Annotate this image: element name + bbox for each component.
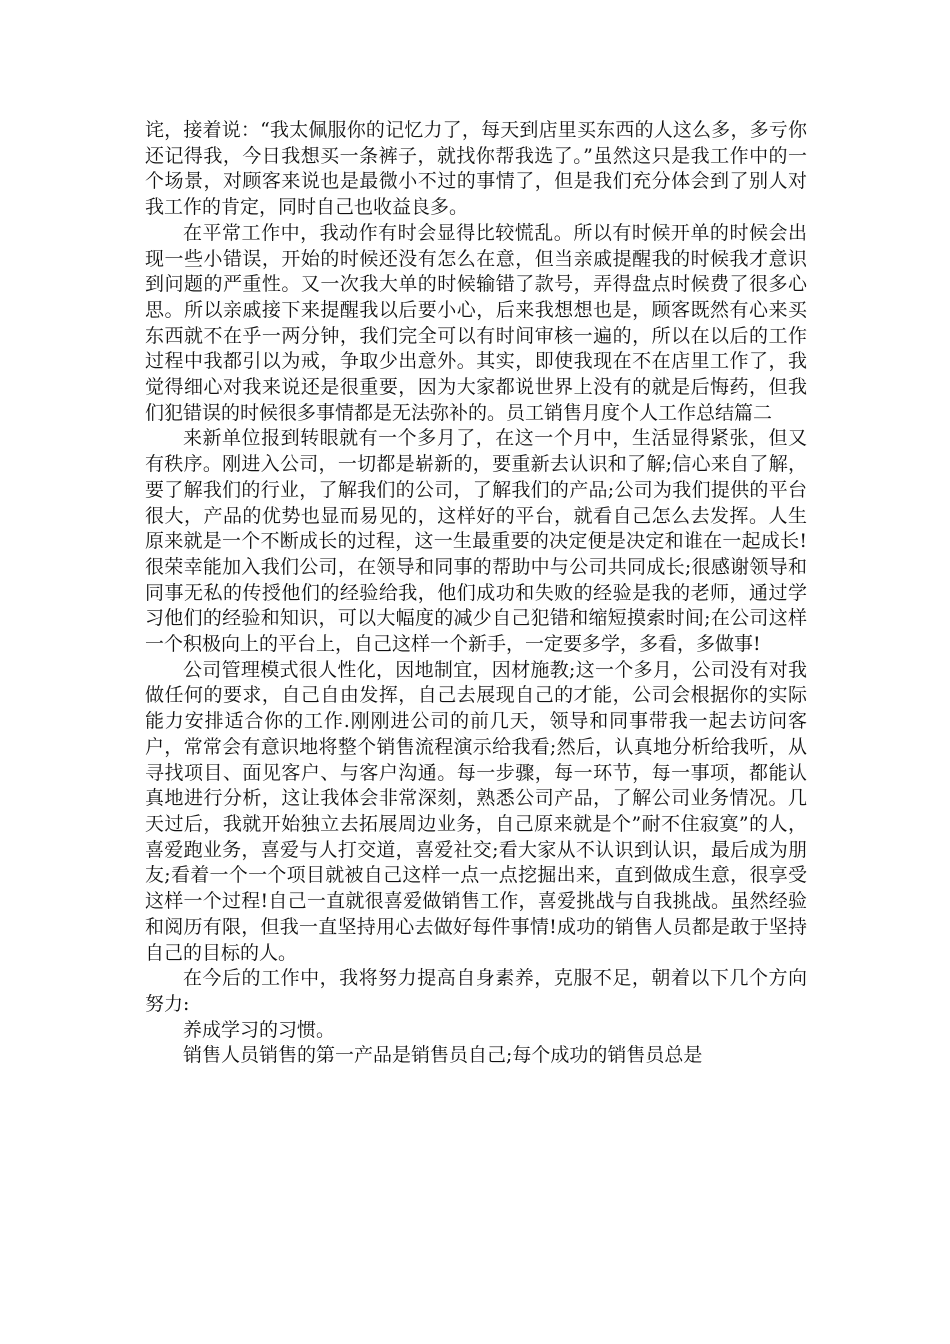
paragraph-6: 养成学习的习惯。 bbox=[183, 1018, 336, 1041]
paragraph-2: 在平常工作中，我动作有时会显得比较慌乱。所以有时候开单的时候会出现一些小错误，开始的时候还没有怎么在意，但当亲戚提醒我的时候我才意识到问题的严重性。又一次我大单的时候输错了款号，弄得盘点时候费了很多心思。所以亲戚接下来提醒我以后要小心，后来我想想也是，顾客既然有心来买东西就不在乎一两分钟，我们完全可以有时间审核一遍的，所以在以后的工作过程中我都引以为戒，争取少出意外。其实，即使我现在不在店里工作了，我觉得细心对我来说还是很重要，因为大家都说世界上没有的就是后悔药，但我们犯错误的时候很多事情都是无法弥补的。员工销售月度个人工作总结篇二 bbox=[145, 221, 807, 424]
document-body bbox=[145, 118, 807, 1069]
paragraph-5: 在今后的工作中，我将努力提高自身素养，克服不足，朝着以下几个方向努力: bbox=[145, 967, 807, 1015]
paragraph-1: 诧，接着说：“我太佩服你的记忆力了，每天到店里买东西的人这么多，多亏你还记得我，今日我想买一条裤子，就找你帮我选了。”虽然这只是我工作中的一个场景，对顾客来说也是最微小不过的事情了，但是我们充分体会到了别人对我工作的肯定，同时自己也收益良多。 bbox=[145, 119, 807, 219]
paragraph-3: 来新单位报到转眼就有一个多月了，在这一个月中，生活显得紧张，但又有秩序。刚进入公司，一切都是崭新的，要重新去认识和了解;信心来自了解，要了解我们的行业，了解我们的公司，了解我们的产品;公司为我们提供的平台很大，产品的优势也显而易见的，这样好的平台，就看自己怎么去发挥。人生原来就是一个不断成长的过程，这一生最重要的决定便是决定和谁在一起成长!很荣幸能加入我们公司，在领导和同事的帮助中与公司共同成长;很感谢领导和同事无私的传授他们的经验给我，他们成功和失败的经验是我的老师，通过学习他们的经验和知识，可以大幅度的减少自己犯错和缩短摸索时间;在公司这样一个积极向上的平台上，自己这样一个新手，一定要多学，多看，多做事! bbox=[145, 427, 807, 656]
paragraph-7: 销售人员销售的第一产品是销售员自己;每个成功的销售员总是 bbox=[183, 1044, 703, 1067]
paragraph-4: 公司管理模式很人性化，因地制宜，因材施教;这一个多月，公司没有对我做任何的要求，自己自由发挥，自己去展现自己的才能，公司会根据你的实际能力安排适合你的工作.刚刚进公司的前几天，领导和同事带我一起去访问客户，常常会有意识地将整个销售流程演示给我看;然后，认真地分析给我听，从寻找项目、面见客户、与客户沟通。每一步骤，每一环节，每一事项，都能认真地进行分析，这让我体会非常深刻，熟悉公司产品，了解公司业务情况。几天过后，我就开始独立去拓展周边业务，自己原来就是个”耐不住寂寞”的人，喜爱跑业务，喜爱与人打交道，喜爱社交;看大家从不认识到认识，最后成为朋友;看着一个一个项目就被自己这样一点一点挖掘出来，直到做成生意，很享受这样一个过程!自己一直就很喜爱做销售工作，喜爱挑战与自我挑战。虽然经验和阅历有限，但我一直坚持用心去做好每件事情!成功的销售人员都是敢于坚持自己的目标的人。 bbox=[145, 658, 807, 964]
